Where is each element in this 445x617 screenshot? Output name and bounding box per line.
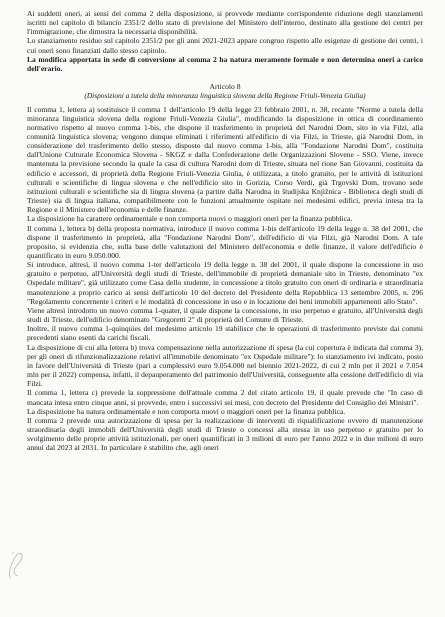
body-paragraph-10: Il comma 2 prevede una autorizzazione di spesa per la realizzazione di interventi di riqualificazione ovvero di manutenzione straordinaria degli immobili dell'Università degli studi di Trieste o concessi alla stessa in uso perpetuo e gratuito per lo svolgimento delle proprie attività istituzionali, per oneri quantificati in 3 milioni di euro per l'anno 2022 e in due milioni di euro annui dal 2023 al 2031. In particolare è stabilito che, agli oneri <box>27 415 423 453</box>
body-paragraph-3: Il comma 1, lettera b) della proposta normativa, introduce il nuovo comma 1-bis dell'articolo 19 della legge n. 38 del 2001, che dispone il trasferimento in proprietà, alla "Fondazione Narodni Dom", dell'edificio di via Filzi, già Narodni Dom. A tale proposito, si evidenzia che, sulla base delle valutazioni del Ministero dell'economia e delle finanze, il valore dell'edificio è quantificato in euro 9.050.000. <box>27 223 423 260</box>
intro-paragraph-1: Ai suddetti oneri, ai sensi del comma 2 della disposizione, si provvede mediante corrispondente riduzione degli stanziamenti iscritti nel capitolo di bilancio 2351/2 dello stato di previsione del Ministero dell'interno, destinato alla gestione dei centri per l'immigrazione, che dimostra la necessaria disponibilità. <box>27 9 423 37</box>
body-paragraph-7: La disposizione di cui alla lettera b) trova compensazione nella autorizzazione di spesa (la cui copertura è indicata dal comma 3), per gli oneri di rifunzionalizzazione relativi all'immobile denominato "ex Ospedale militare"): lo stanziamento ivi indicato, posto in favore dell'Università di Trieste (pari a complessivi euro 9.054.000 nel biennio 2021-2022, di cui 2 mln per il 2021 e 7.054 mln per il 2022) compensa, infatti, il depauperamento del patrimonio dell'Università, conseguente alla cessione dell'edificio di via Filzi. <box>27 342 423 389</box>
body-paragraph-8: Il comma 1, lettera c) prevede la soppressione dell'attuale comma 2 del citato articolo 19, il quale prevede che "In caso di mancata intesa entro cinque anni, si provvede, entro i successivi sei mesi, con decreto del Presidente del Consiglio dei Ministri". <box>27 388 423 407</box>
body-paragraph-6: Inoltre, il nuovo comma 1-quinquies del medesimo articolo 19 stabilisce che le operazioni di trasferimento previste dai commi precedenti siano esenti da carichi fiscali. <box>27 324 423 343</box>
body-paragraph-1: Il comma 1, lettera a) sostituisce il comma 1 dell'articolo 19 della legge 23 febbraio 2001, n. 38, recante "Norme a tutela della minoranza linguistica slovena della regione Friuli-Venezia Giulia", modificando la disposizione in ottica di coordinamento normativo rispetto al nuovo comma 1-bis, che dispone il trasferimento in proprietà del Narodni Dom, sito in via Filzi, alla comunità linguistica slovena; vengono dunque eliminati i riferimenti all'edificio di via Filzi, in Trieste, già Narodni Dom, in considerazione del trasferimento dello stesso, disposto dal nuovo comma 1-bis, alla "Fondazione Narodni Dom", costituita dall'Unione Culturale Economica Slovena - SKGZ e dalla Confederazione delle Organizzazioni Slovene - SSO. Viene, invece mantenuta la previsione secondo la quale la casa di cultura Narodni dom di Trieste, situata nel rione San Giovanni, costituita da edificio e accessori, di proprietà della Regione Friuli-Venezia Giulia, è utilizzata, a titolo gratuito, per le attività di istituzioni culturali e scientifiche di lingua slovena e che nell'edificio sito in Gorizia, Corso Verdi, già Trgovski Dom, trovano sede istituzioni culturali e scientifiche sia di lingua slovena (a partire dalla Narodna in študijska Knjižnica - Biblioteca degli studi di Trieste) sia di lingua italiana, compatibilmente con le funzioni attualmente ospitate nei medesimi edifici, previa intesa tra la Regione e il Ministero dell'economia e delle finanze. <box>27 104 423 215</box>
body-paragraph-5: Viene altresì introdotto un nuovo comma 1-quater, il quale dispone la concessione, in uso perpetuo e gratuito, all'Università degli studi di Trieste, dell'edificio denominato "Gregoretti 2" di proprietà del Comune di Trieste. <box>27 305 423 325</box>
article-subtitle: (Disposizioni a tutela della minoranza linguistica slovena della Regione Friuli-Venezia Giulia) <box>84 91 366 101</box>
intro-paragraph-3: La modifica apportata in sede di conversione al comma 2 ha natura meramente formale e non determina oneri a carico dell'erario. <box>27 54 423 73</box>
article-title: Articolo 8 <box>209 82 241 92</box>
intro-paragraph-2: Lo stanziamento residuo sul capitolo 2351/2 per gli anni 2021-2023 appare congruo rispetto alle esigenze di gestione dei centri, i cui oneri sono finanziati dallo stesso capitolo. <box>27 36 423 55</box>
body-paragraph-2: La disposizione ha carattere ordinamentale e non comporta nuovi o maggiori oneri per la finanza pubblica. <box>27 214 353 224</box>
body-paragraph-4: Si introduce, altresì, il nuovo comma 1-ter dell'articolo 19 della legge n. 38 del 2001, il quale dispone la concessione in uso gratuito e perpetuo, all'Università degli studi di Trieste, dell'immobile di proprietà demaniale sito in Trieste, denominato "ex Ospedale militare", già utilizzato come Casa dello studente, in concessione a titolo gratuito con oneri di ordinaria e straordinaria manutenzione a proprio carico ai sensi dell'articolo 10 del decreto del Presidente della Repubblica 13 settembre 2005, n. 296 "Regolamento concernente i criteri e le modalità di concessione in uso e in locazione dei beni immobili appartenenti allo Stato". <box>27 260 423 306</box>
body-paragraph-9: La disposizione ha natura ordinamentale e non comporta nuovi o maggiori oneri per la finanza pubblica. <box>27 406 346 416</box>
handwritten-scribble-mark <box>6 548 28 582</box>
